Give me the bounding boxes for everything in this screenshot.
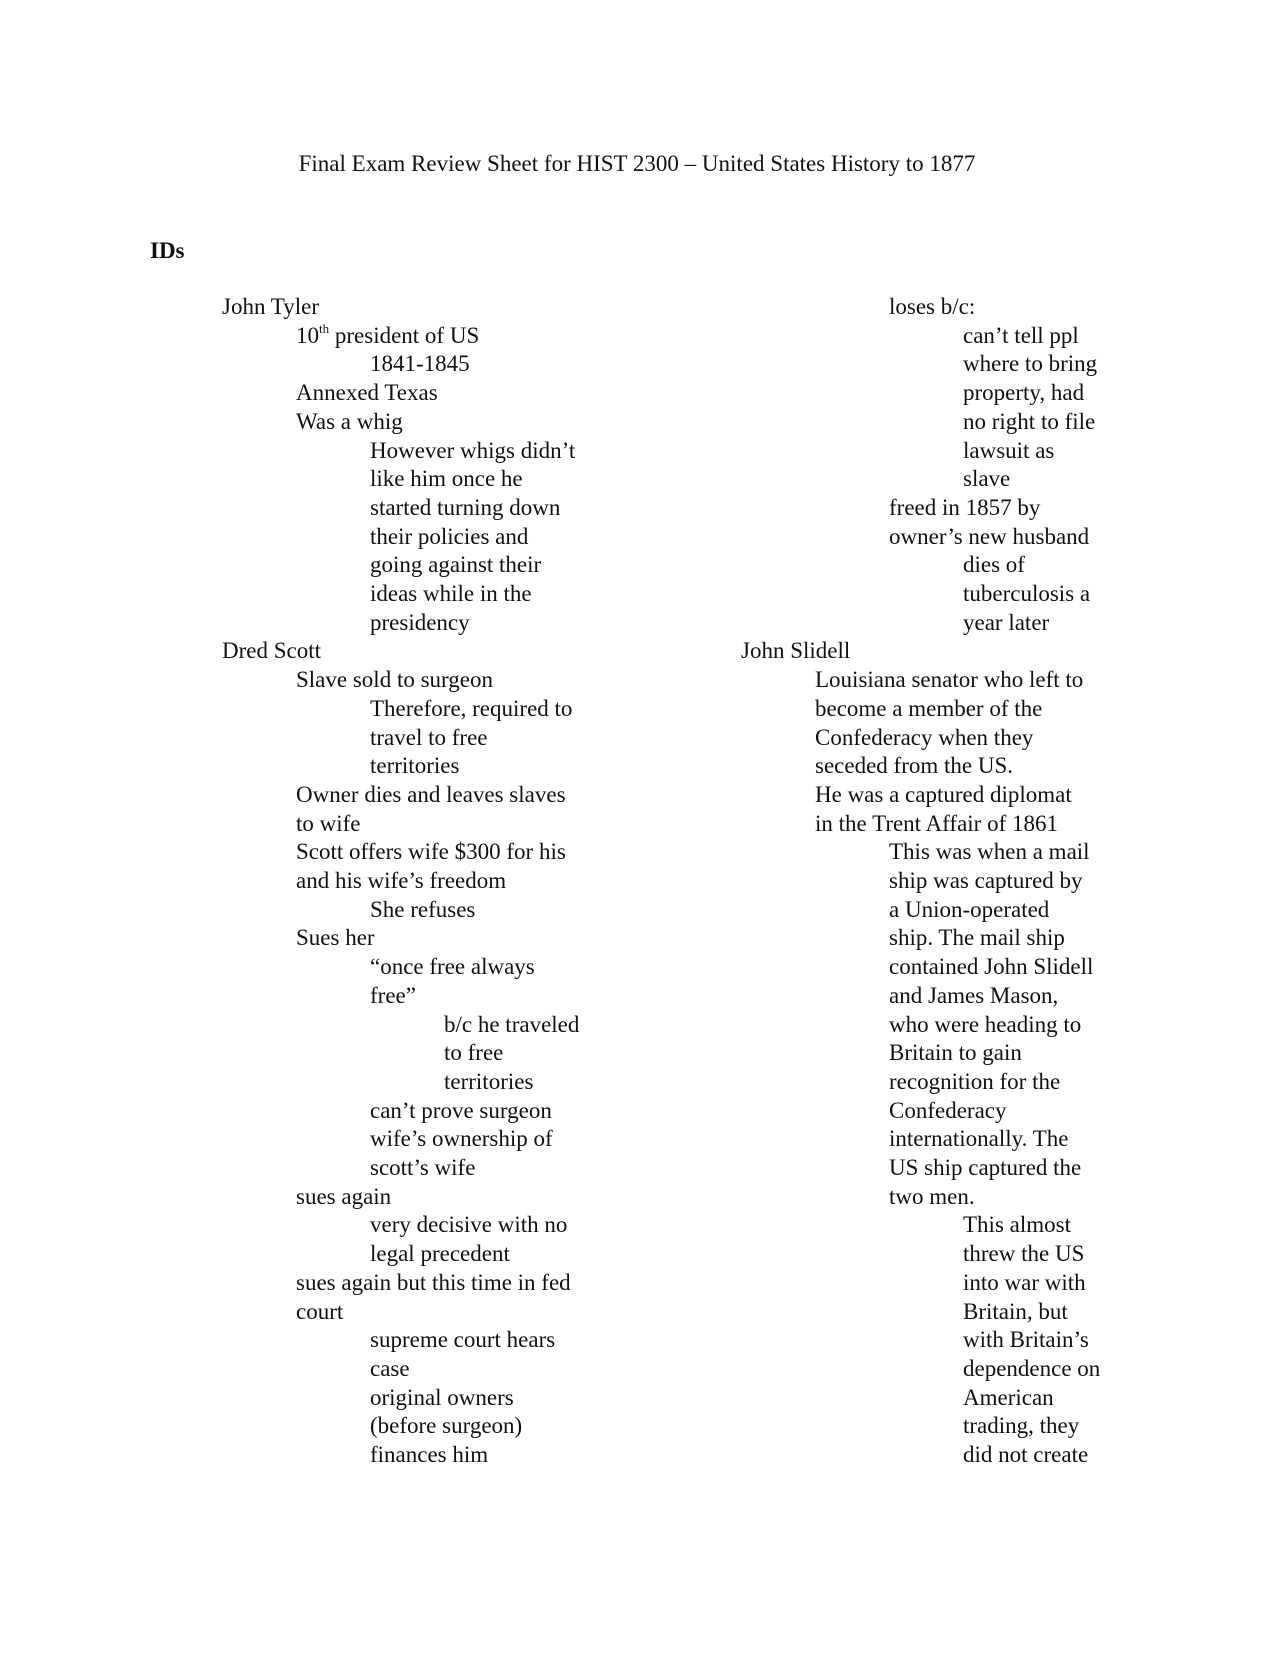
list-item-text: contained John Slidell (889, 954, 1094, 980)
list-item-text: and James Mason, (889, 982, 1059, 1008)
list-item-text: Owner dies and leaves slaves (296, 781, 566, 807)
list-item-text: lawsuit as (963, 437, 1055, 463)
list-item-text: freed in 1857 by (889, 494, 1041, 520)
ordinal-suffix: th (319, 321, 330, 337)
list-item-text: with Britain’s (963, 1327, 1089, 1353)
list-item-text: ideas while in the (370, 581, 532, 606)
list-item-text: She refuses (370, 896, 476, 922)
list-item-text: started turning down (370, 494, 561, 520)
list-item-text: their policies and (370, 523, 529, 549)
list-item-text: Therefore, required to (370, 695, 573, 721)
list-item-text: ship. The mail ship (889, 925, 1065, 951)
list-item-text: presidency (370, 609, 470, 635)
list-item-text: sues again (296, 1183, 392, 1209)
list-item-text: going against their (370, 552, 542, 578)
list-item-text-rest: president of US (329, 322, 480, 348)
list-item-text: to wife (296, 810, 361, 836)
list-item-text: John Slidell (741, 638, 851, 664)
list-item-text: US ship captured the (889, 1155, 1082, 1180)
list-item-text: threw the US (963, 1241, 1085, 1267)
list-item-text: This was when a mail (889, 839, 1090, 865)
list-item-text: original owners (370, 1384, 514, 1410)
list-item-text: and his wife’s freedom (296, 868, 507, 893)
list-item-text: slave (963, 466, 1011, 492)
list-item-text: Annexed Texas (296, 380, 438, 406)
list-item-text: trading, they (963, 1413, 1080, 1439)
list-item-text: loses b/c: (889, 294, 976, 319)
list-item-text: become a member of the (815, 695, 1043, 721)
list-item-text: Dred Scott (222, 638, 322, 664)
page-title: Final Exam Review Sheet for HIST 2300 – United States History to 1877 (298, 151, 976, 176)
list-item-text: recognition for the (889, 1068, 1061, 1094)
list-item-text: However whigs didn’t (370, 437, 576, 463)
list-item-text: American (963, 1384, 1054, 1410)
list-item-text: Britain to gain (889, 1040, 1022, 1066)
list-item-text: dies of (963, 552, 1025, 578)
list-item-text: Louisiana senator who left to (815, 667, 1084, 693)
list-item-text: tuberculosis a (963, 581, 1091, 606)
list-item-text: He was a captured diplomat (815, 781, 1072, 807)
list-item-text: Slave sold to surgeon (296, 667, 493, 693)
list-item-text: free” (370, 982, 416, 1008)
list-item-text: in the Trent Affair of 1861 (815, 810, 1058, 836)
list-item-text: (before surgeon) (370, 1413, 523, 1439)
list-item-text: travel to free (370, 724, 488, 750)
list-item-text: seceded from the US. (815, 753, 1013, 779)
list-item-text: scott’s wife (370, 1155, 476, 1180)
list-item-text: Sues her (296, 925, 375, 951)
list-item-text: very decisive with no (370, 1212, 568, 1238)
list-item-text: internationally. The (889, 1126, 1069, 1152)
list-item-text: “once free always (370, 954, 535, 980)
list-item-text: 1841-1845 (370, 351, 470, 377)
list-item-text: can’t tell ppl (963, 322, 1079, 348)
list-item-text: who were heading to (889, 1011, 1082, 1037)
list-item-text: no right to file (963, 408, 1096, 434)
list-item-text: Was a whig (296, 408, 403, 434)
list-item-text (296, 322, 479, 351)
list-item-text: legal precedent (370, 1241, 510, 1267)
list-item-text: did not create (963, 1442, 1089, 1467)
list-item-text: territories (370, 753, 460, 779)
list-item-text: Confederacy when they (815, 724, 1034, 750)
list-item-text: Scott offers wife $300 for his (296, 839, 566, 865)
section-heading: IDs (150, 238, 185, 263)
list-item-text: property, had (963, 380, 1085, 406)
list-item-text: two men. (889, 1183, 975, 1209)
list-item-text: can’t prove surgeon (370, 1097, 552, 1123)
list-item-text: ship was captured by (889, 868, 1083, 893)
list-item-text: owner’s new husband (889, 523, 1090, 549)
list-item-text: territories (444, 1068, 534, 1094)
list-item-text: dependence on (963, 1355, 1101, 1381)
list-item-text: case (370, 1355, 410, 1381)
list-item-text: Britain, but (963, 1298, 1068, 1324)
list-item-text: into war with (963, 1269, 1086, 1295)
list-item-text: Confederacy (889, 1097, 1007, 1123)
list-item-text: like him once he (370, 466, 523, 492)
list-item-text: finances him (370, 1442, 489, 1467)
list-item-text: supreme court hears (370, 1327, 556, 1353)
list-item-text: year later (963, 609, 1050, 635)
list-item-text: where to bring (963, 351, 1098, 377)
list-item-text: sues again but this time in fed (296, 1269, 571, 1295)
list-item-text: court (296, 1298, 344, 1324)
list-item-text: b/c he traveled (444, 1011, 580, 1037)
list-item-text: to free (444, 1040, 504, 1066)
ordinal-number: 10 (296, 322, 319, 348)
list-item-text: a Union-operated (889, 896, 1050, 922)
list-item-text: John Tyler (222, 294, 319, 319)
list-item-text: wife’s ownership of (370, 1126, 553, 1152)
list-item-text: This almost (963, 1212, 1071, 1238)
